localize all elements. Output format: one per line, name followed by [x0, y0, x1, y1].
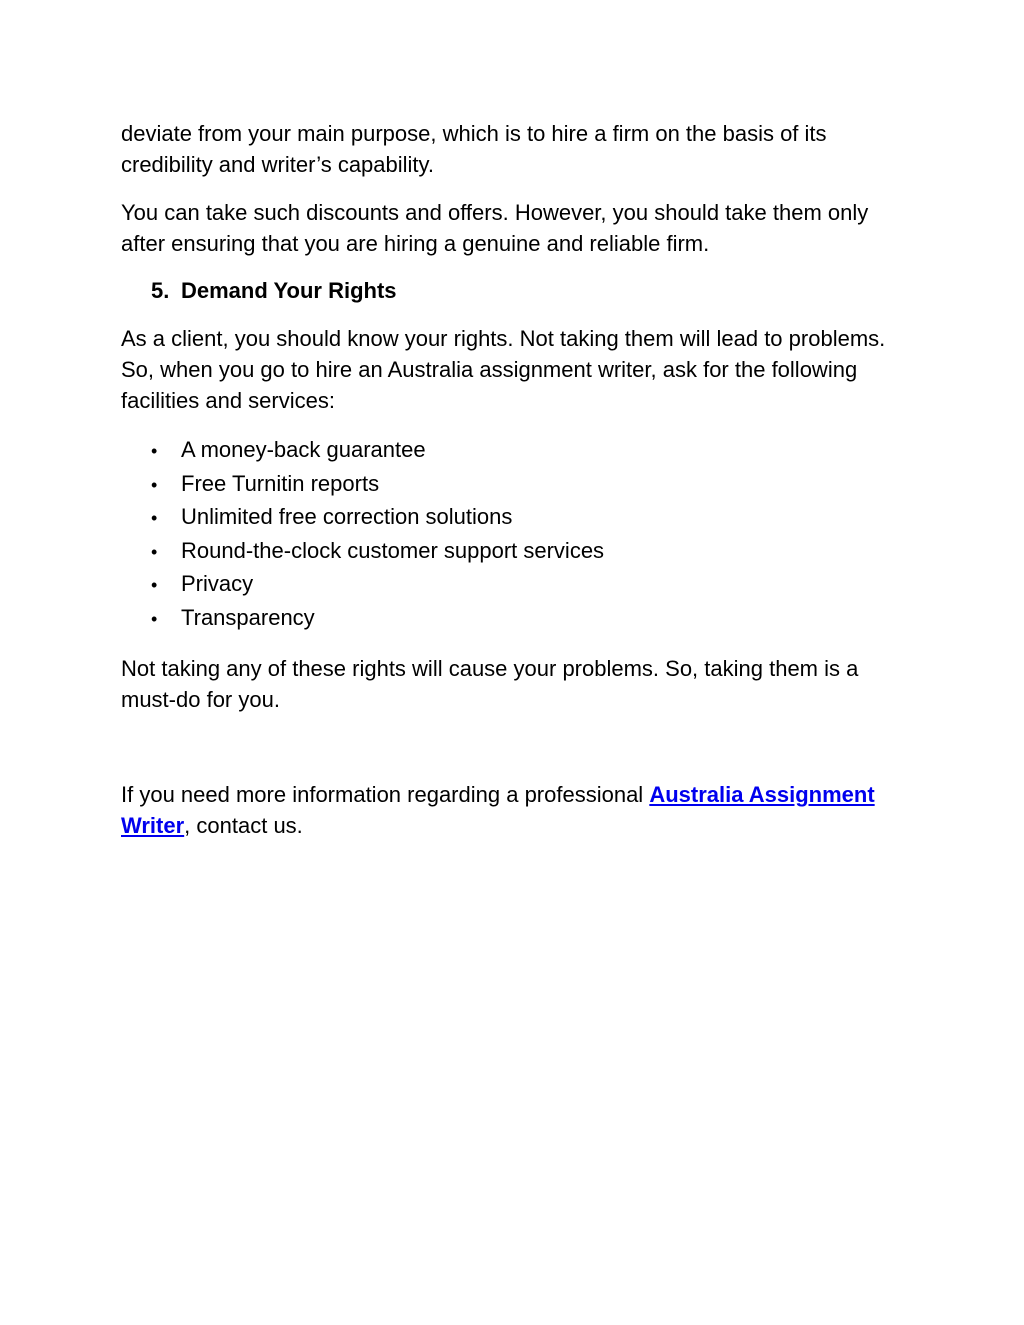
list-item-text: Round-the-clock customer support services — [181, 537, 605, 563]
bullet-icon: • — [151, 608, 158, 629]
bullet-icon: • — [151, 575, 158, 595]
list-item-text: Privacy — [181, 571, 254, 596]
list-item — [121, 602, 911, 636]
list-item-text: Free Turnitin reports — [181, 470, 380, 496]
heading-title: Demand Your Rights — [181, 278, 397, 303]
paragraph-contact — [121, 779, 911, 841]
list-item-text: A money-back guarantee — [181, 437, 426, 462]
bullet-icon: • — [151, 441, 158, 461]
paragraph-rights-intro: As a client, you should know your rights. Not taking them will lead to problems. So, when you go to hire an Australia assignment writer, ask for the following facilities and services: — [121, 326, 886, 413]
list-item-text: Unlimited free correction solutions — [181, 504, 513, 529]
list-item — [121, 535, 911, 569]
australia-assignment-writer-link[interactable]: Australia Assignment Writer — [121, 782, 875, 838]
bullet-icon: • — [151, 474, 158, 495]
paragraph-discounts: You can take such discounts and offers. However, you should take them only after ensuring that you are hiring a genuine and reliable firm. — [121, 200, 869, 256]
bullet-icon: • — [151, 541, 158, 562]
paragraph-must-do: Not taking any of these rights will cause your problems. So, taking them is a must-do for you. — [121, 656, 859, 712]
list-item — [121, 434, 911, 468]
list-item — [121, 501, 911, 535]
section-heading — [121, 275, 911, 306]
document-page — [121, 118, 911, 841]
rights-list — [121, 434, 911, 635]
contact-text-before: If you need more information regarding a professional — [121, 782, 650, 807]
heading-number: 5. — [151, 278, 170, 303]
list-item — [121, 468, 911, 502]
bullet-icon: • — [151, 508, 158, 528]
list-item — [121, 568, 911, 602]
paragraph-purpose: deviate from your main purpose, which is to hire a firm on the basis of its credibility and writer’s capability. — [121, 121, 827, 177]
contact-text-after: , contact us. — [184, 813, 303, 838]
list-item-text: Transparency — [181, 604, 315, 630]
